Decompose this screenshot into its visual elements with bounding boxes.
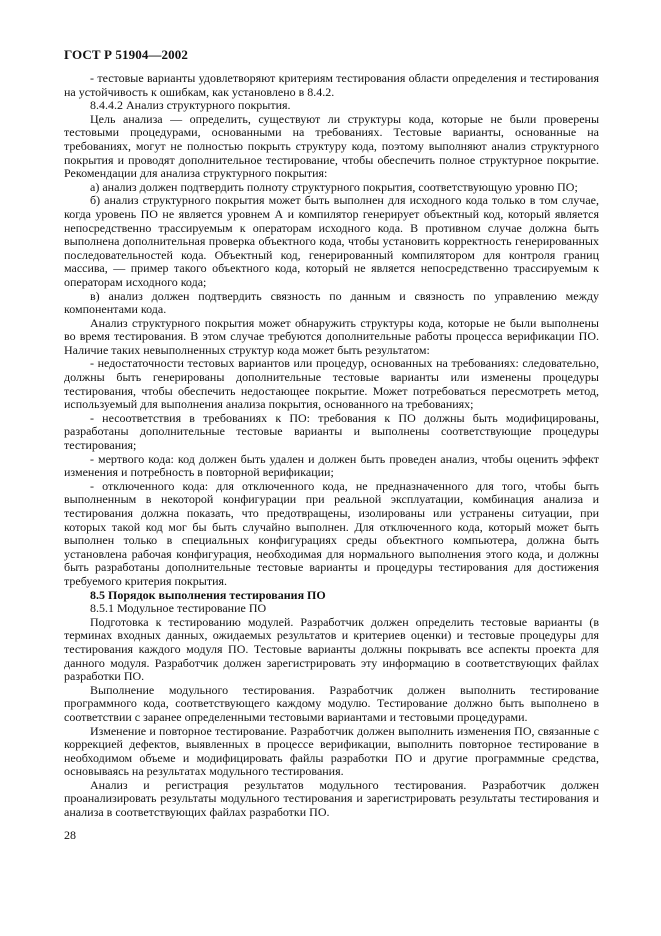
paragraph: Цель анализа — определить, существуют ли структуры кода, которые не были проверены тестовыми процедурами, основанными на требованиях. Тестовые варианты, основанные на требованиях, могут не полностью покрыть структуру кода, поэтому выполняют анализ структурного покрытия и проводят дополнительное тестирование, чтобы обеспечить полное структурное покрытие. Рекомендации для анализа структурного покрытия:: [64, 111, 599, 181]
list-item: б) анализ структурного покрытия может быть выполнен для исходного кода только в том случае, когда уровень ПО не является уровнем А и компилятор генерирует объектный код, который является непосредственно трассируемым к операторам исходного кода. В противном случае должна быть выполнена дополнительная проверка объектного кода, чтобы установить корректность генерированных последовательностей кода. Объектный код, генерированный компилятором для контроля границ массива, — пример такого объектного кода, который не является непосредственно трассируемым к операторам исходного кода;: [64, 193, 599, 289]
document-body: [64, 72, 599, 820]
list-item: а) анализ должен подтвердить полноту структурного покрытия, соответствующую уровню ПО;: [90, 179, 578, 194]
section-heading: 8.4.4.2 Анализ структурного покрытия.: [90, 98, 291, 113]
document-header: ГОСТ Р 51904—2002: [64, 47, 188, 62]
subsection-heading: 8.5.1 Модульное тестирование ПО: [90, 601, 267, 616]
list-item: в) анализ должен подтвердить связность по данным и связность по управлению между компонентами кода.: [64, 288, 599, 317]
list-item: - несоответствия в требованиях к ПО: требования к ПО должны быть модифицированы, разработаны дополнительные тестовые варианты и выполнены соответствующие процедуры тестирования;: [64, 410, 599, 453]
list-item: - недостаточности тестовых вариантов или процедур, основанных на требованиях: следовательно, должны быть генерированы дополнительные тестовые варианты или изменены процедуры тестирования, чтобы обеспечить недостающее покрытие. Может потребоваться пересмотреть метод, используемый для выполнения анализа покрытия, основанного на требованиях;: [64, 356, 599, 412]
list-item: - мертвого кода: код должен быть удален и должен быть проведен анализ, чтобы оценить эффект изменения и потребность в повторной верификации;: [64, 451, 599, 480]
paragraph: Подготовка к тестированию модулей. Разработчик должен определить тестовые варианты (в терминах входных данных, ожидаемых результатов и критериев оценки) и тестовые процедуры для тестирования каждого модуля ПО. Тестовые варианты должны покрывать все аспекты проекта для данного модуля. Разработчик должен зарегистрировать эту информацию в соответствующих файлах разработки ПО.: [64, 614, 599, 684]
paragraph: Выполнение модульного тестирования. Разработчик должен выполнить тестирование программного кода, соответствующего каждому модулю. Тестирование должно быть выполнено в соответствии с заранее определенными тестовыми вариантами и тестовыми процедурами.: [64, 682, 599, 724]
paragraph: - тестовые варианты удовлетворяют критериям тестирования области определения и тестирования на устойчивость к ошибкам, как установлено в 8.4.2.: [64, 71, 599, 99]
section-heading-bold: 8.5 Порядок выполнения тестирования ПО: [90, 587, 326, 602]
list-item: - отключенного кода: для отключенного кода, не предназначенного для того, чтобы быть выполненным в некоторой конфигурации при реальной эксплуатации, комбинация анализа и тестирования должна показать, что предотвращены, изолированы или устранены ситуации, при которых такой код мог бы быть случайно выполнен. Для отключенного кода, который может быть выполнен только в специальных конфигурациях среды объектного компьютера, должна быть установлена рабочая конфигурация, необходимая для нормального выполнения этого кода, и должны быть разработаны дополнительные тестовые варианты и процедуры тестирования для достижения требуемого критерия покрытия.: [64, 478, 599, 588]
paragraph: Изменение и повторное тестирование. Разработчик должен выполнить изменения ПО, связанные с коррекцией дефектов, выявленных в процессе верификации, выполнить повторное тестирование в необходимом объеме и модифицировать файлы разработки ПО и другие программные средства, основываясь на результатах модульного тестирования.: [64, 723, 599, 779]
page-number: 28: [64, 828, 76, 842]
paragraph: Анализ и регистрация результатов модульного тестирования. Разработчик должен проанализировать результаты модульного тестирования и зарегистрировать результаты тестирования и анализа в соответствующих файлах разработки ПО.: [64, 777, 599, 820]
paragraph: Анализ структурного покрытия может обнаружить структуры кода, которые не были выполнены во время тестирования. В этом случае требуются дополнительные работы процесса верификации ПО. Наличие таких невыполненных структур кода может быть результатом:: [64, 315, 599, 357]
